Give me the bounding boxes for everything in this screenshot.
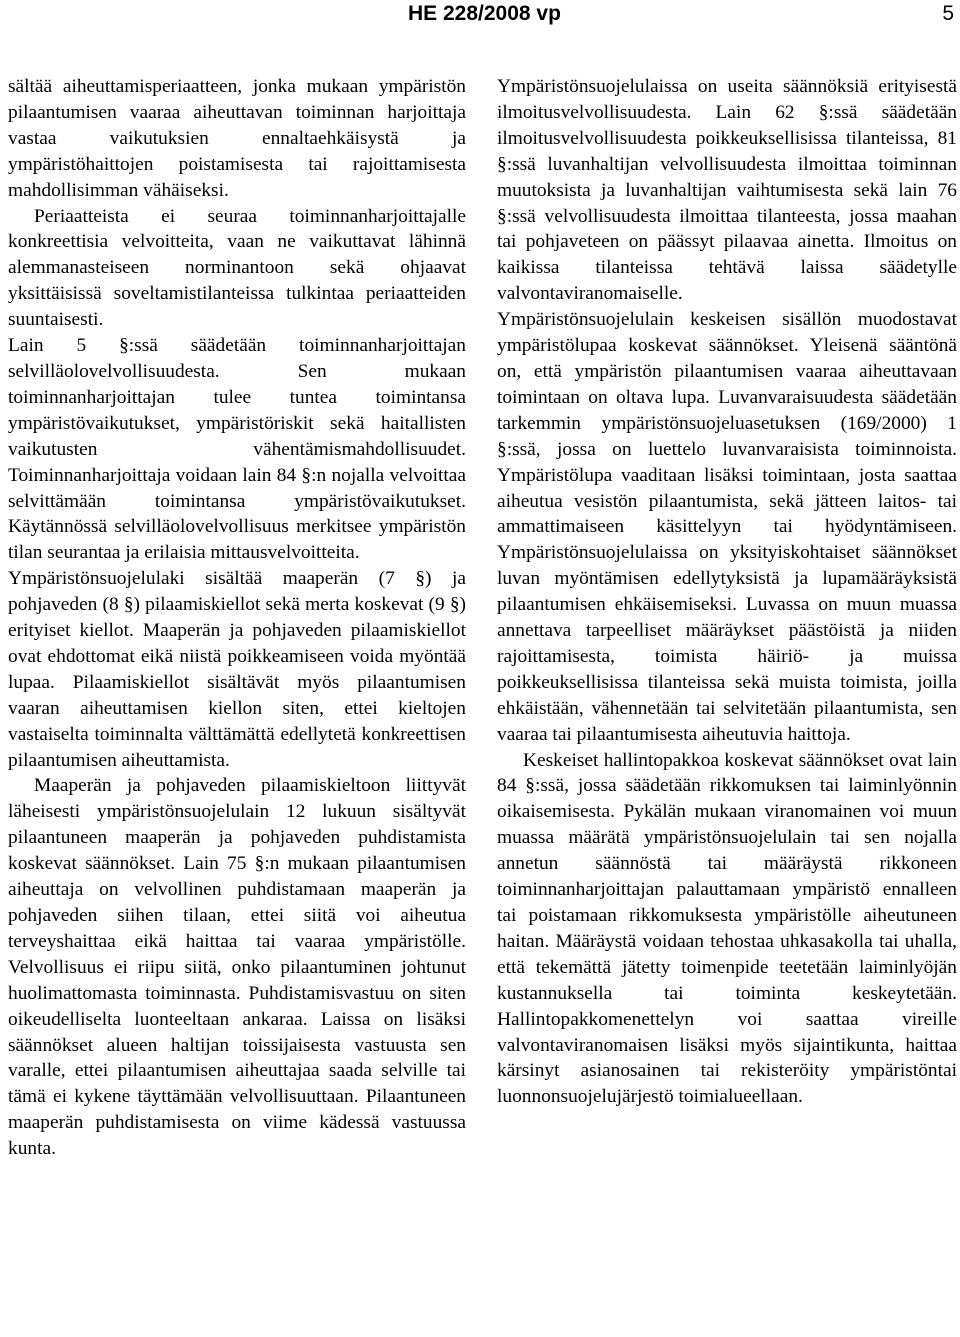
page-header xyxy=(0,0,960,40)
left-column xyxy=(8,74,466,1162)
paragraph: sältää aiheuttamisperiaatteen, jonka mukaan ympäristön pilaantumisen vaaraa aiheuttavan toiminnan harjoittaja vastaa vaikutuksien ennaltaehkäisystä ja ympäristöhaittojen poistamisesta tai rajoittamisesta mahdollisimman vähäiseksi. xyxy=(8,76,466,201)
right-column xyxy=(497,74,957,1110)
document-id: HE 228/2008 vp xyxy=(408,2,561,25)
paragraph: Maaperän ja pohjaveden pilaamiskieltoon liittyvät läheisesti ympäristönsuojelulain 12 lukuun sisältyvät pilaantuneen maaperän ja pohjaveden puhdistamista koskevat säännökset. Lain 75 §:n mukaan pilaantumisen aiheuttaja on velvollinen puhdistamaan maaperän ja pohjaveden siihen tilaan, ettei siitä voi aiheutua terveyshaittaa eikä haittaa tai vaaraa ympäristölle. Velvollisuus ei riipu siitä, onko pilaantuminen johtunut huolimattomasta toiminnasta. Puhdistamisvastuu on siten oikeudelliselta luonteeltaan ankaraa. Laissa on lisäksi säännökset alueen haltijan toissijaisesta vastuusta sen varalle, ettei pilaantumisen aiheuttajaa saada selville tai tämä ei kykene täyttämään velvollisuuttaan. Pilaantuneen maaperän puhdistamisesta on viime kädessä vastuussa kunta. xyxy=(8,775,466,1160)
paragraph: Ympäristönsuojelulain keskeisen sisällön muodostavat ympäristölupaa koskevat säännökset. Yleisenä sääntönä on, että ympäristön pilaantumisen vaaraa aiheuttavaan toimintaan on oltava lupa. Luvanvaraisuudesta säädetään tarkemmin ympäristönsuojeluasetuksen (169/2000) 1 §:ssä, jossa on luettelo luvanvaraisista toiminnoista. Ympäristölupa vaaditaan lisäksi toimintaan, josta saattaa aiheutua vesistön pilaantumista, sekä jätteen laitos- tai ammattimaiseen käsittelyyn tai hyödyntämiseen. Ympäristönsuojelulaissa on yksityiskohtaiset säännökset luvan myöntämisen edellytyksistä ja lupamääräyksistä pilaantumisen ehkäisemiseksi. Luvassa on muun muassa annettava tarpeelliset määräykset päästöistä ja niiden rajoittamisesta, toimista häiriö- ja muissa poikkeuksellisissa tilanteissa sekä muista toimista, joilla ehkäistään, vähennetään tai selvitetään pilaantumista, sen vaaraa tai pilaantumisesta aiheutuvia haittoja. xyxy=(497,309,957,745)
page-number: 5 xyxy=(942,2,954,25)
paragraph: Ympäristönsuojelulaki sisältää maaperän (7 §) ja pohjaveden (8 §) pilaamiskiellot sekä merta koskevat (9 §) erityiset kiellot. Maaperän ja pohjaveden pilaamiskiellot ovat ehdottomat eikä niistä poikkeamiseen voida myöntää lupaa. Pilaamiskiellot sisältävät myös pilaantumisen vaaran aiheuttamisen kiellon siten, ettei kieltojen vastaiselta toiminnalta välttämättä edellytetä konkreettisen pilaantumisen aiheuttamista. xyxy=(8,568,466,771)
paragraph: Ympäristönsuojelulaissa on useita säännöksiä erityisestä ilmoitusvelvollisuudesta. Lain 62 §:ssä säädetään ilmoitusvelvollisuudesta poikkeuksellisissa tilanteissa, 81 §:ssä luvanhaltijan velvollisuudesta ilmoittaa toiminnan muutoksista ja luvanhaltijan vaihtumisesta sekä lain 76 §:ssä velvollisuudesta ilmoittaa tilanteesta, jossa maahan tai pohjaveteen on päässyt pilaavaa ainetta. Ilmoitus on kaikissa tilanteissa tehtävä laissa säädetylle valvontaviranomaiselle. xyxy=(497,76,957,305)
paragraph: Periaatteista ei seuraa toiminnanharjoittajalle konkreettisia velvoitteita, vaan ne vaikuttavat lähinnä alemmanasteiseen norminantoon sekä ohjaavat yksittäisissä soveltamistilanteissa tulkintaa periaatteiden suuntaisesti. xyxy=(8,205,466,331)
paragraph: Keskeiset hallintopakkoa koskevat säännökset ovat lain 84 §:ssä, jossa säädetään rikkomuksen tai laiminlyönnin oikaisemisesta. Pykälän mukaan viranomainen voi muun muassa määrätä ympäristönsuojelulain tai sen nojalla annetun säännöstä tai määräystä rikkoneen toiminnanharjoittajan palauttamaan ympäristö ennalleen tai poistamaan rikkomuksesta ympäristölle aiheutuneen haitan. Määräystä voidaan tehostaa uhkasakolla tai uhalla, että tekemättä jätetty toimenpide teetetään laiminlyöjän kustannuksella tai toiminta keskeytetään. Hallintopakkomenettelyn voi saattaa vireille valvontaviranomaisen lisäksi myös sijaintikunta, haittaa kärsinyt asianosainen tai rekisteröity ympäristöntai luonnonsuojelujärjestö toimialueellaan. xyxy=(497,749,957,1108)
paragraph: Lain 5 §:ssä säädetään toiminnanharjoittajan selvilläolovelvollisuudesta. Sen mukaan toiminnanharjoittajan tulee tuntea toimintansa ympäristövaikutukset, ympäristöriskit sekä haitallisten vaikutusten vähentämismahdollisuudet. Toiminnanharjoittaja voidaan lain 84 §:n nojalla velvoittaa selvittämään toimintansa ympäristövaikutukset. Käytännössä selvilläolovelvollisuus merkitsee ympäristön tilan seurantaa ja erilaisia mittausvelvoitteita. xyxy=(8,335,466,564)
